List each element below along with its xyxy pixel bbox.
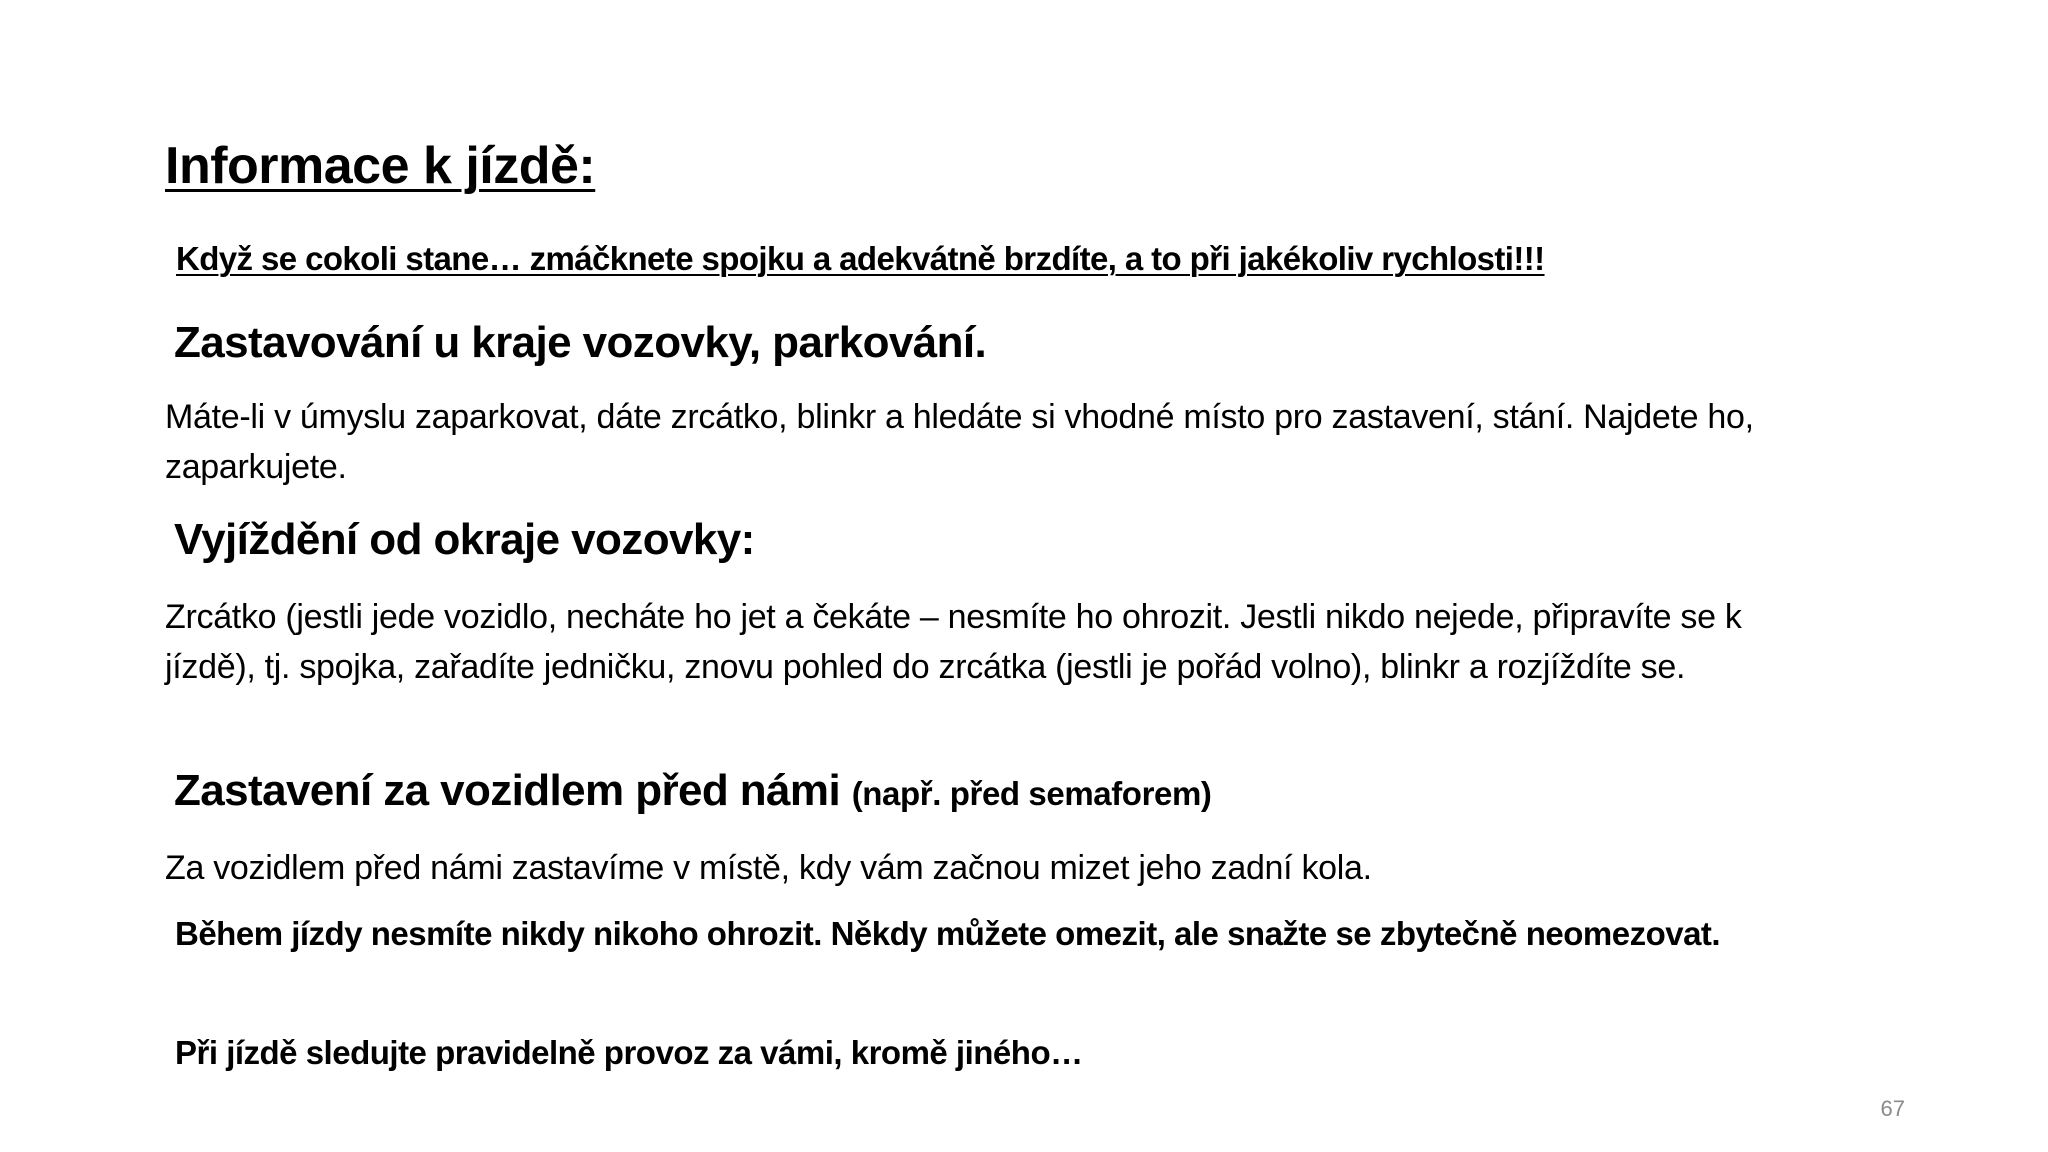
section-heading-stopping-note: (např. před semaforem) [851,775,1212,812]
rule-watch-traffic: Při jízdě sledujte pravidelně provoz za vámi, kromě jiného… [175,1034,1083,1071]
section-text-departure: Zrcátko (jestli jede vozidlo, necháte ho jet a čekáte – nesmíte ho ohrozit. Jestli nikdo nejede, připravíte se k jízdě), tj. spojka, zařadíte jedničku, znovu pohled do zrcátka (jestli je pořád volno), blinkr a rozjíždíte se. [165,598,1742,686]
section-text-parking: Máte-li v úmyslu zaparkovat, dáte zrcátko, blinkr a hledáte si vhodné místo pro zastavení, stání. Najdete ho, zaparkujete. [165,398,1754,486]
slide-title: Informace k jízdě: [165,137,596,195]
page-number: 67 [1880,1096,1905,1121]
section-heading-stopping [174,766,1212,816]
section-text-stopping: Za vozidlem před námi zastavíme v místě, kdy vám začnou mizet jeho zadní kola. [165,849,1372,887]
section-heading-parking: Zastavování u kraje vozovky, parkování. [174,318,987,367]
warning-text: Když se cokoli stane… zmáčknete spojku a adekvátně brzdíte, a to při jakékoliv rychlosti!!! [176,240,1545,277]
section-heading-departure: Vyjíždění od okraje vozovky: [174,515,755,564]
section-heading-stopping-main: Zastavení za vozidlem před námi [174,766,841,815]
rule-no-endangering: Během jízdy nesmíte nikdy nikoho ohrozit. Někdy můžete omezit, ale snažte se zbytečně neomezovat. [175,915,1721,952]
